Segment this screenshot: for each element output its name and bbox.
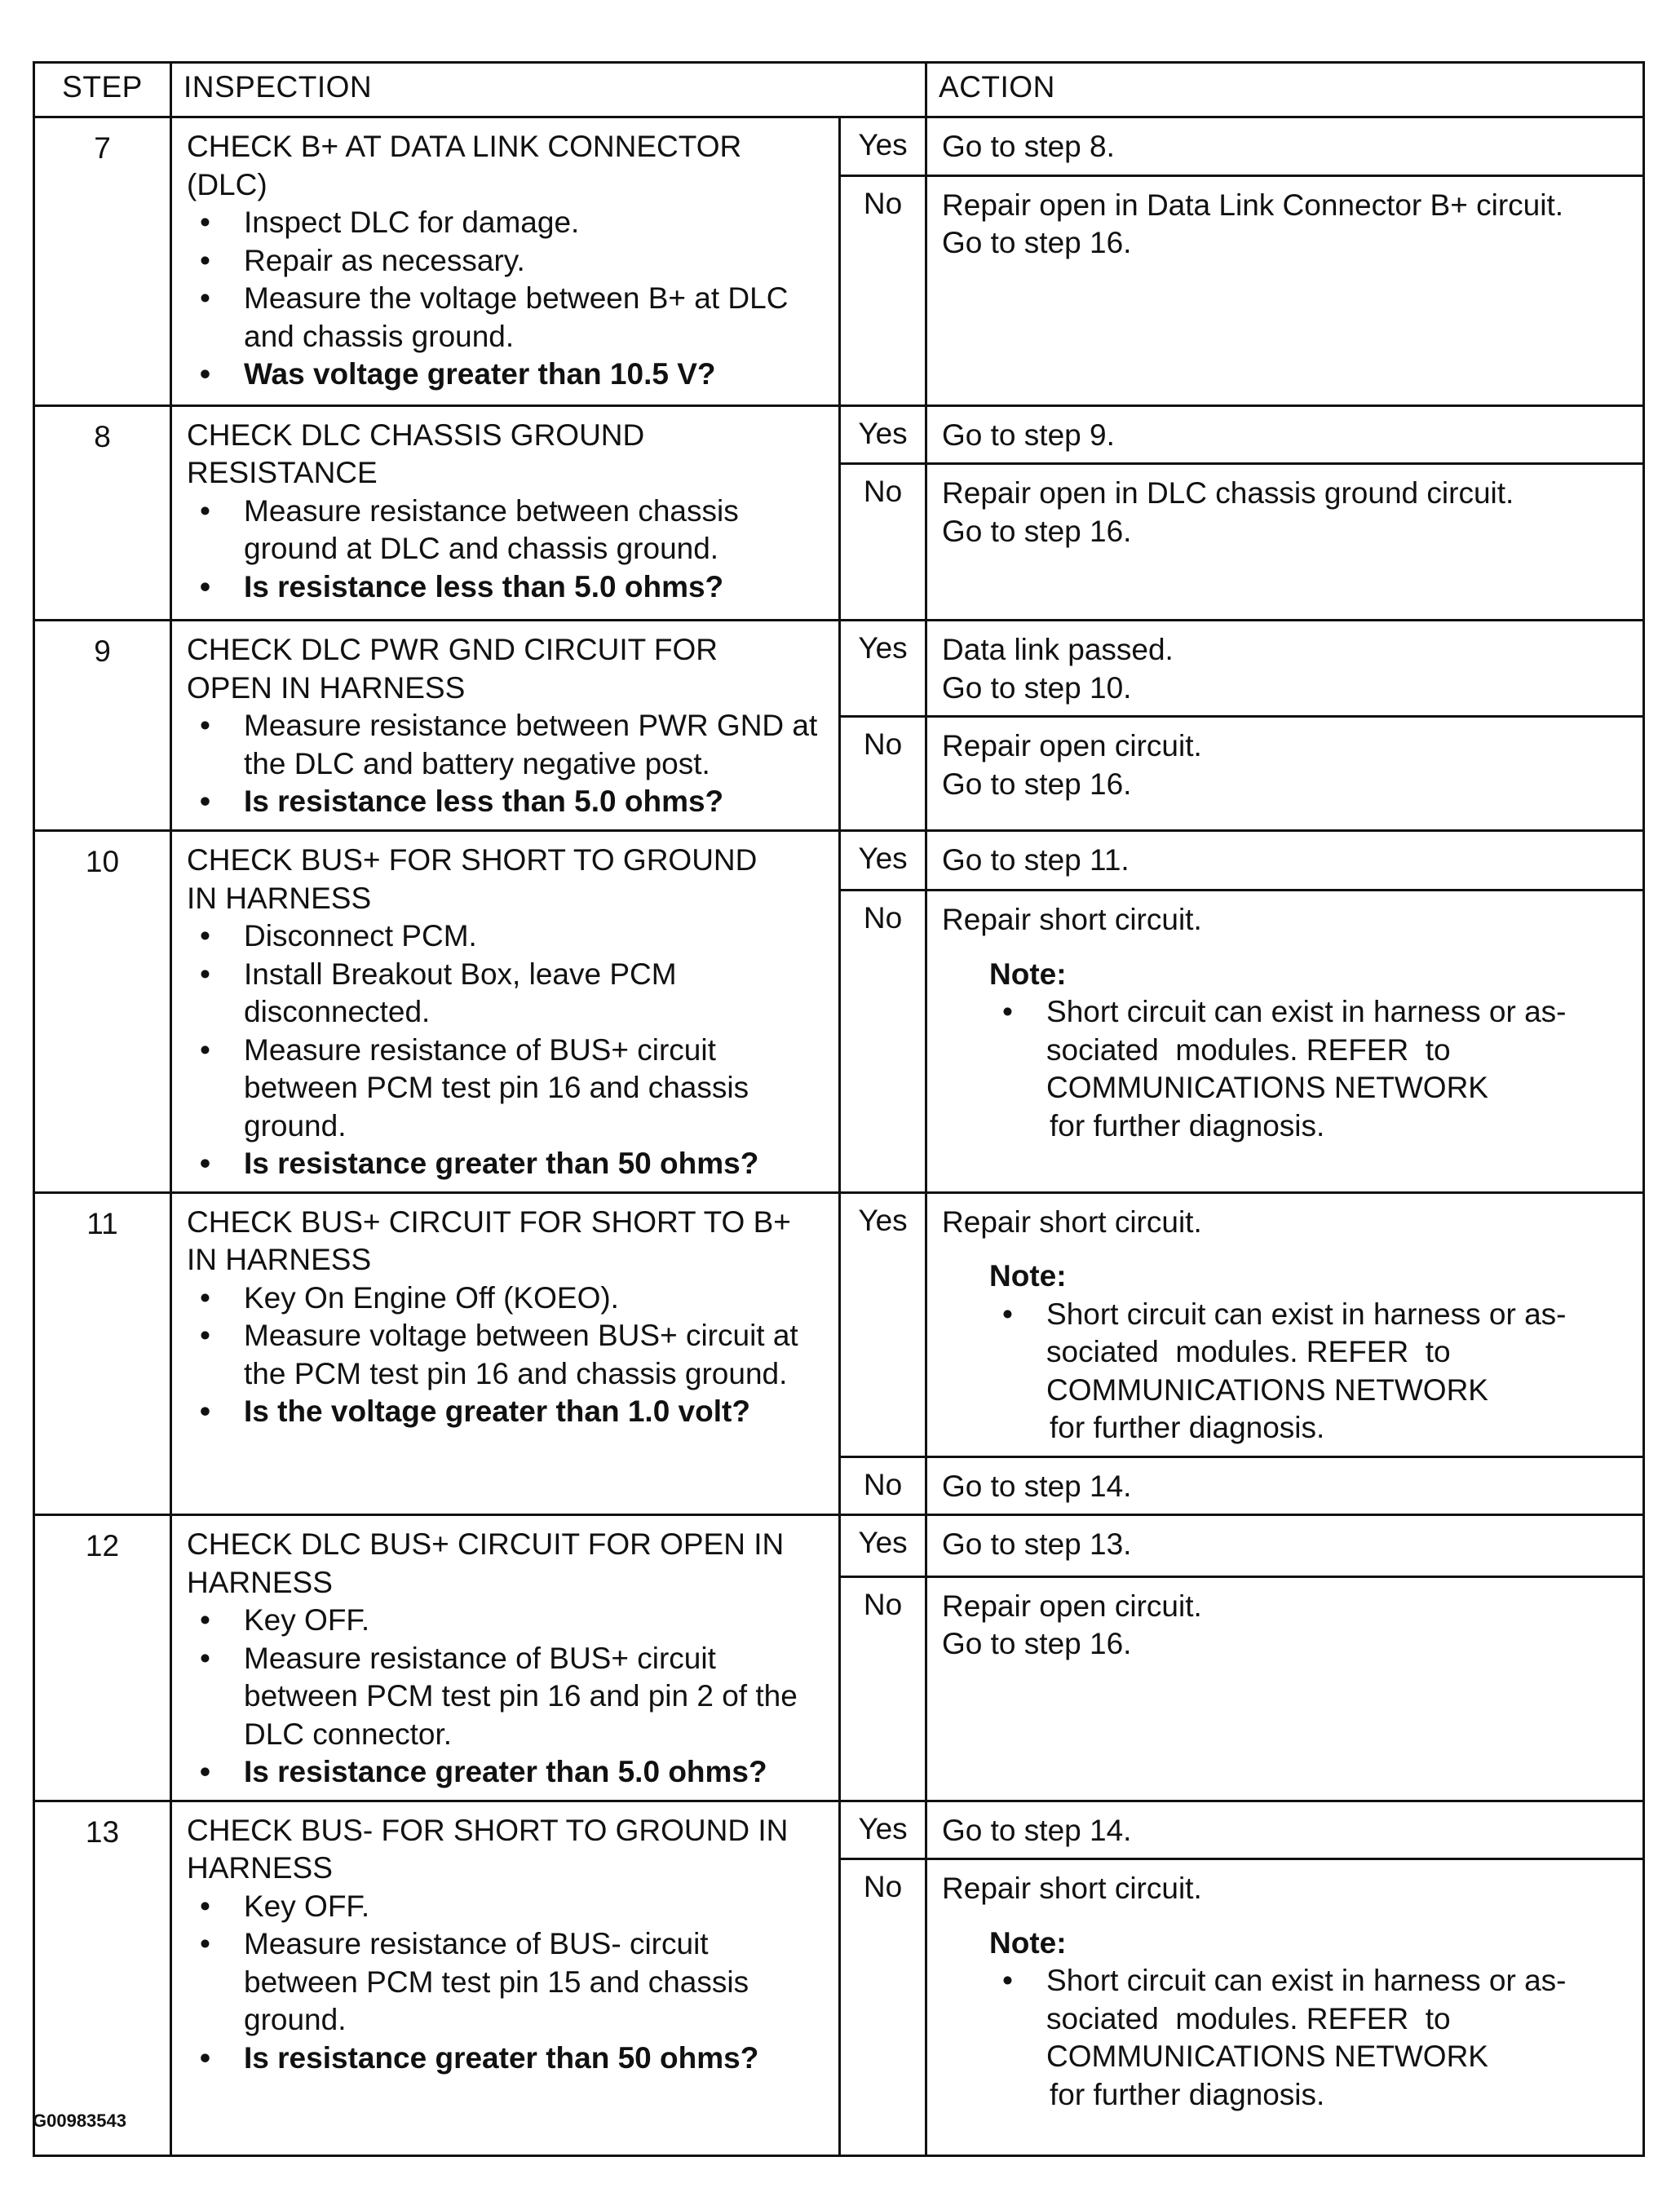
action-line: Repair short circuit.	[942, 1204, 1202, 1239]
answer-label-no: No	[840, 1859, 926, 2156]
inspection-title-line: OPEN IN HARNESS	[187, 670, 466, 705]
note-line: • Short circuit can exist in harness or as-	[1046, 1964, 1567, 1997]
inspection-bullet: • Key OFF.	[187, 1602, 830, 1640]
step-number: 11	[34, 1192, 171, 1515]
answer-label-yes: Yes	[840, 405, 926, 464]
action-line: Go to step 8.	[942, 130, 1115, 163]
answer-label-yes: Yes	[840, 1515, 926, 1577]
inspection-bullet: • Disconnect PCM.	[187, 917, 830, 956]
action-cell	[926, 1859, 1644, 2156]
inspection-bullet-list	[187, 1602, 830, 1792]
step-number: 7	[34, 117, 171, 406]
table-row	[34, 621, 1644, 717]
inspection-bullet: • Measure voltage between BUS+ circuit at the PCM test pin 16 and chassis ground.	[187, 1317, 830, 1393]
note-heading: Note:	[989, 957, 1067, 991]
answer-label-no: No	[840, 175, 926, 405]
action-line: Go to step 14.	[942, 1813, 1132, 1847]
action-cell	[926, 1192, 1644, 1456]
action-line: Go to step 11.	[942, 843, 1130, 877]
header-action: ACTION	[926, 63, 1644, 117]
inspection-title-line: HARNESS	[187, 1565, 333, 1599]
inspection-bullet-list	[187, 917, 830, 1183]
action-line: Go to step 9.	[942, 418, 1115, 452]
inspection-question: • Is resistance greater than 50 ohms?	[187, 2040, 830, 2078]
diagnostic-table	[33, 61, 1645, 2157]
step-number: 10	[34, 831, 171, 1193]
inspection-bullet: • Repair as necessary.	[187, 242, 830, 281]
action-cell	[926, 405, 1644, 464]
inspection-question: • Was voltage greater than 10.5 V?	[187, 356, 830, 394]
step-number: 8	[34, 405, 171, 621]
note-heading: Note:	[989, 1925, 1067, 1960]
header-inspection: INSPECTION	[171, 63, 926, 117]
inspection-title-line: IN HARNESS	[187, 1243, 372, 1276]
inspection-cell	[171, 405, 840, 621]
header-row	[34, 63, 1644, 117]
action-line: Repair short circuit.	[942, 1872, 1202, 1905]
note-line: sociated modules. REFER to	[1046, 2001, 1451, 2035]
inspection-title-line: (DLC)	[187, 167, 267, 201]
action-cell	[926, 891, 1644, 1192]
inspection-bullet-list	[187, 493, 830, 607]
action-cell	[926, 717, 1644, 831]
answer-label-yes: Yes	[840, 117, 926, 176]
inspection-bullet: • Measure resistance of BUS- circuit between PCM test pin 15 and chassis ground.	[187, 1925, 830, 2040]
inspection-title-line: CHECK B+ AT DATA LINK CONNECTOR	[187, 130, 742, 163]
inspection-title-line: CHECK DLC BUS+ CIRCUIT FOR OPEN IN	[187, 1527, 785, 1561]
note-bullet-list	[989, 1296, 1634, 1447]
action-line: Go to step 16.	[942, 226, 1132, 259]
inspection-bullet-list	[187, 1279, 830, 1431]
inspection-bullet: • Measure resistance between PWR GND at the DLC and battery negative post.	[187, 707, 830, 783]
inspection-cell	[171, 117, 840, 406]
action-line: Go to step 13.	[942, 1527, 1132, 1561]
inspection-cell	[171, 621, 840, 831]
action-line: Repair short circuit.	[942, 903, 1202, 937]
note-line: for further diagnosis.	[1050, 2077, 1325, 2111]
action-line: Repair open in Data Link Connector B+ circuit.	[942, 188, 1564, 222]
inspection-cell	[171, 1515, 840, 1801]
action-line: Go to step 10.	[942, 670, 1132, 705]
note-bullet	[989, 1962, 1634, 2114]
action-line: Repair open circuit.	[942, 1589, 1202, 1623]
note-bullet-list	[989, 1962, 1634, 2114]
inspection-title-line: CHECK BUS- FOR SHORT TO GROUND IN	[187, 1813, 789, 1847]
inspection-bullet: • Measure resistance of BUS+ circuit between PCM test pin 16 and chassis ground.	[187, 1032, 830, 1146]
inspection-bullet: • Key OFF.	[187, 1888, 830, 1926]
table-row	[34, 1192, 1644, 1456]
inspection-bullet: • Measure resistance between chassis ground at DLC and chassis ground.	[187, 493, 830, 568]
note-heading: Note:	[989, 1259, 1067, 1293]
inspection-title-line: CHECK BUS+ FOR SHORT TO GROUND	[187, 843, 758, 877]
note-bullet-list	[989, 993, 1634, 1145]
note-line: sociated modules. REFER to	[1046, 1032, 1451, 1067]
answer-label-no: No	[840, 717, 926, 831]
action-cell	[926, 1576, 1644, 1801]
inspection-question: • Is resistance less than 5.0 ohms?	[187, 568, 830, 607]
action-cell	[926, 117, 1644, 176]
note-line: sociated modules. REFER to	[1046, 1335, 1451, 1368]
inspection-title-line: CHECK DLC PWR GND CIRCUIT FOR	[187, 633, 718, 666]
action-line: Repair open in DLC chassis ground circuit.	[942, 476, 1514, 510]
inspection-title-line: IN HARNESS	[187, 881, 372, 915]
action-cell	[926, 1801, 1644, 1859]
note-bullet	[989, 993, 1634, 1145]
answer-label-yes: Yes	[840, 621, 926, 717]
action-cell	[926, 621, 1644, 717]
table-row	[34, 1801, 1644, 1859]
answer-label-no: No	[840, 891, 926, 1192]
action-cell	[926, 831, 1644, 891]
inspection-bullet-list	[187, 204, 830, 394]
table-row	[34, 117, 1644, 176]
inspection-cell	[171, 1801, 840, 2156]
action-line: Go to step 16.	[942, 1627, 1132, 1661]
action-line: Data link passed.	[942, 633, 1174, 666]
answer-label-no: No	[840, 1576, 926, 1801]
answer-label-yes: Yes	[840, 831, 926, 891]
action-cell	[926, 175, 1644, 405]
step-number: 9	[34, 621, 171, 831]
note-line: • Short circuit can exist in harness or as-	[1046, 995, 1567, 1029]
inspection-question: • Is resistance greater than 5.0 ohms?	[187, 1753, 830, 1792]
inspection-bullet: • Measure the voltage between B+ at DLC and chassis ground.	[187, 280, 830, 356]
table-body	[34, 117, 1644, 2156]
inspection-question: • Is the voltage greater than 1.0 volt?	[187, 1393, 830, 1431]
action-cell	[926, 1515, 1644, 1577]
table-row	[34, 1515, 1644, 1577]
note-line: • Short circuit can exist in harness or as-	[1046, 1297, 1567, 1331]
inspection-question: • Is resistance less than 5.0 ohms?	[187, 783, 830, 821]
inspection-bullet: • Inspect DLC for damage.	[187, 204, 830, 242]
action-line: Go to step 14.	[942, 1469, 1132, 1503]
note-bullet	[989, 1296, 1634, 1447]
answer-label-no: No	[840, 464, 926, 621]
note-line: COMMUNICATIONS NETWORK	[1046, 1372, 1488, 1407]
action-line: Go to step 16.	[942, 767, 1132, 801]
inspection-title-line: CHECK BUS+ CIRCUIT FOR SHORT TO B+	[187, 1204, 791, 1239]
action-cell	[926, 1456, 1644, 1515]
inspection-bullet: • Install Breakout Box, leave PCM disconnected.	[187, 956, 830, 1032]
step-number: 13	[34, 1801, 171, 2156]
inspection-title-line: HARNESS	[187, 1851, 333, 1885]
answer-label-yes: Yes	[840, 1192, 926, 1456]
inspection-question: • Is resistance greater than 50 ohms?	[187, 1145, 830, 1183]
inspection-title-line: CHECK DLC CHASSIS GROUND	[187, 418, 645, 452]
note-line: COMMUNICATIONS NETWORK	[1046, 1071, 1488, 1105]
action-cell	[926, 464, 1644, 621]
note-line: for further diagnosis.	[1050, 1411, 1325, 1444]
answer-label-no: No	[840, 1456, 926, 1515]
diagnostic-table-sheet	[33, 61, 1642, 2157]
table-row	[34, 405, 1644, 464]
inspection-cell	[171, 831, 840, 1193]
inspection-bullet: • Key On Engine Off (KOEO).	[187, 1279, 830, 1318]
action-line: Go to step 16.	[942, 514, 1132, 548]
figure-id: G00983543	[33, 2110, 126, 2131]
step-number: 12	[34, 1515, 171, 1801]
note-line: COMMUNICATIONS NETWORK	[1046, 2040, 1488, 2073]
inspection-title-line: RESISTANCE	[187, 456, 378, 489]
inspection-cell	[171, 1192, 840, 1515]
inspection-bullet: • Measure resistance of BUS+ circuit between PCM test pin 16 and pin 2 of the DLC connector.	[187, 1640, 830, 1754]
header-step: STEP	[34, 63, 171, 117]
answer-label-yes: Yes	[840, 1801, 926, 1859]
action-line: Repair open circuit.	[942, 729, 1202, 762]
table-row	[34, 831, 1644, 891]
inspection-bullet-list	[187, 1888, 830, 2078]
inspection-bullet-list	[187, 707, 830, 821]
note-line: for further diagnosis.	[1050, 1108, 1325, 1142]
